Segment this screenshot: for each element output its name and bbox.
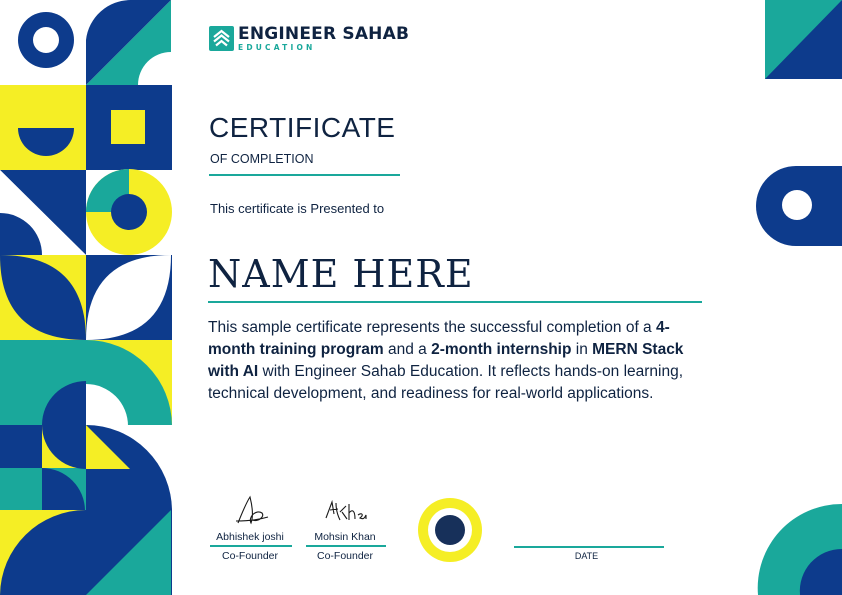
brand-logo — [209, 26, 409, 52]
description-text-4: with Engineer Sahab Education. It reflects hands-on learning, technical development, and readiness for real-world applications. — [208, 363, 684, 402]
signature-1-scribble — [232, 493, 272, 529]
subtitle-divider — [209, 174, 400, 176]
signatory-1-role: Co-Founder — [221, 550, 279, 562]
description-bold-internship: 2-month internship — [431, 341, 572, 358]
certificate-subtitle: OF COMPLETION — [210, 152, 314, 166]
signature-2-scribble — [322, 498, 370, 526]
brand-name: ENGINEER SAHAB — [238, 24, 410, 44]
description-bold-course: MERN Stack with AI — [208, 341, 684, 380]
certificate-title: CERTIFICATE — [209, 112, 396, 143]
description-text-1: This sample certificate represents the successful completion of a — [208, 319, 656, 336]
description-text-2: and a — [383, 341, 432, 358]
signatory-2-role: Co-Founder — [316, 550, 374, 562]
signatory-2-line — [306, 545, 386, 547]
signatory-1-line — [210, 545, 292, 547]
brand-logo-icon — [209, 26, 234, 51]
description-bold-training: 4-month training program — [208, 319, 670, 358]
certificate-description — [208, 317, 708, 405]
brand-subname: EDUCATION — [238, 43, 316, 52]
recipient-name: NAME HERE — [208, 252, 474, 296]
signatory-1-name: Abhishek joshi — [216, 531, 284, 543]
description-text-3: in — [571, 341, 593, 358]
date-line — [514, 546, 664, 548]
signatory-2-name: Mohsin Khan — [314, 531, 376, 543]
date-label: DATE — [574, 551, 599, 561]
presented-to-text: This certificate is Presented to — [210, 201, 385, 216]
name-underline — [208, 301, 702, 303]
